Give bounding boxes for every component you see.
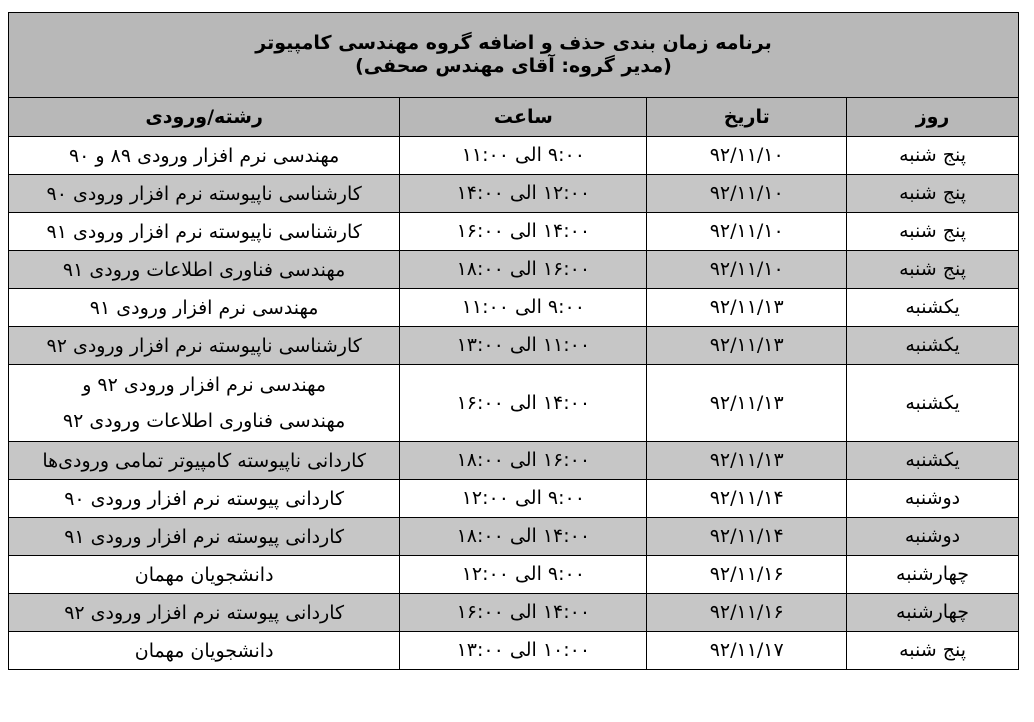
cell-time: ۱۴:۰۰ الی ۱۶:۰۰ — [400, 594, 647, 632]
cell-date: ۹۲/۱۱/۱۰ — [647, 175, 847, 213]
cell-field — [9, 518, 400, 556]
field-line: مهندسی نرم افزار ورودی ۸۹ و ۹۰ — [68, 144, 340, 167]
cell-field — [9, 480, 400, 518]
cell-time: ۱۰:۰۰ الی ۱۳:۰۰ — [400, 632, 647, 670]
cell-time: ۱۲:۰۰ الی ۱۴:۰۰ — [400, 175, 647, 213]
table-body — [9, 137, 1019, 670]
table-row — [9, 137, 1019, 175]
field-line: کارشناسی ناپیوسته نرم افزار ورودی ۹۱ — [46, 220, 362, 243]
cell-field — [9, 594, 400, 632]
title-line-1: برنامه زمان بندی حذف و اضافه گروه مهندسی کامپیوتر — [255, 32, 772, 55]
header-row — [9, 98, 1019, 137]
table-row — [9, 442, 1019, 480]
cell-date: ۹۲/۱۱/۱۶ — [647, 594, 847, 632]
table-row — [9, 251, 1019, 289]
field-line: مهندسی فناوری اطلاعات ورودی ۹۱ — [62, 258, 346, 281]
cell-time: ۱۴:۰۰ الی ۱۸:۰۰ — [400, 518, 647, 556]
field-line: دانشجویان مهمان — [134, 563, 274, 586]
cell-time: ۹:۰۰ الی ۱۲:۰۰ — [400, 480, 647, 518]
cell-day: پنج شنبه — [847, 632, 1019, 670]
field-line: کاردانی پیوسته نرم افزار ورودی ۹۰ — [64, 487, 345, 510]
cell-field — [9, 556, 400, 594]
cell-date: ۹۲/۱۱/۱۳ — [647, 442, 847, 480]
cell-day: دوشنبه — [847, 518, 1019, 556]
cell-day: دوشنبه — [847, 480, 1019, 518]
table-row — [9, 175, 1019, 213]
cell-day: یکشنبه — [847, 327, 1019, 365]
cell-date: ۹۲/۱۱/۱۰ — [647, 213, 847, 251]
cell-date: ۹۲/۱۱/۱۰ — [647, 251, 847, 289]
table-row — [9, 518, 1019, 556]
cell-date: ۹۲/۱۱/۱۴ — [647, 518, 847, 556]
cell-field — [9, 442, 400, 480]
cell-time: ۹:۰۰ الی ۱۲:۰۰ — [400, 556, 647, 594]
cell-field — [9, 137, 400, 175]
table-row — [9, 632, 1019, 670]
field-line: مهندسی نرم افزار ورودی ۹۱ — [89, 296, 319, 319]
cell-time: ۱۶:۰۰ الی ۱۸:۰۰ — [400, 251, 647, 289]
cell-date: ۹۲/۱۱/۱۰ — [647, 137, 847, 175]
cell-day: یکشنبه — [847, 442, 1019, 480]
cell-day: چهارشنبه — [847, 556, 1019, 594]
cell-date: ۹۲/۱۱/۱۷ — [647, 632, 847, 670]
field-line: کارشناسی ناپیوسته نرم افزار ورودی ۹۲ — [46, 334, 362, 357]
cell-day: یکشنبه — [847, 365, 1019, 442]
header-day: روز — [847, 98, 1019, 137]
table-row — [9, 594, 1019, 632]
cell-day: پنج شنبه — [847, 213, 1019, 251]
field-line: مهندسی نرم افزار ورودی ۹۲ و — [82, 374, 327, 396]
cell-date: ۹۲/۱۱/۱۴ — [647, 480, 847, 518]
field-line: کاردانی ناپیوسته کامپیوتر تمامی ورودی‌ها — [42, 449, 366, 472]
cell-field — [9, 327, 400, 365]
cell-field — [9, 365, 400, 442]
cell-date: ۹۲/۱۱/۱۳ — [647, 365, 847, 442]
table-row — [9, 289, 1019, 327]
title-row — [9, 13, 1019, 98]
cell-field — [9, 289, 400, 327]
table-title — [9, 13, 1019, 98]
cell-day: یکشنبه — [847, 289, 1019, 327]
table-row — [9, 327, 1019, 365]
cell-time: ۹:۰۰ الی ۱۱:۰۰ — [400, 137, 647, 175]
cell-day: چهارشنبه — [847, 594, 1019, 632]
cell-field — [9, 175, 400, 213]
cell-field — [9, 251, 400, 289]
field-line: دانشجویان مهمان — [134, 639, 274, 662]
table-row — [9, 213, 1019, 251]
header-field: رشته/ورودی — [9, 98, 400, 137]
field-line: کاردانی پیوسته نرم افزار ورودی ۹۲ — [64, 601, 345, 624]
cell-day: پنج شنبه — [847, 137, 1019, 175]
cell-field — [9, 632, 400, 670]
table-row — [9, 480, 1019, 518]
field-line: کارشناسی ناپیوسته نرم افزار ورودی ۹۰ — [46, 182, 362, 205]
cell-date: ۹۲/۱۱/۱۳ — [647, 327, 847, 365]
cell-day: پنج شنبه — [847, 175, 1019, 213]
header-time: ساعت — [400, 98, 647, 137]
cell-field — [9, 213, 400, 251]
cell-time: ۱۴:۰۰ الی ۱۶:۰۰ — [400, 213, 647, 251]
cell-day: پنج شنبه — [847, 251, 1019, 289]
table-row — [9, 556, 1019, 594]
title-line-2: (مدیر گروه: آقای مهندس صحفی) — [355, 55, 672, 77]
cell-time: ۱۴:۰۰ الی ۱۶:۰۰ — [400, 365, 647, 442]
cell-time: ۹:۰۰ الی ۱۱:۰۰ — [400, 289, 647, 327]
field-line: مهندسی فناوری اطلاعات ورودی ۹۲ — [62, 410, 346, 432]
schedule-table — [8, 12, 1019, 670]
field-line: کاردانی پیوسته نرم افزار ورودی ۹۱ — [64, 525, 345, 548]
table-row — [9, 365, 1019, 442]
cell-time: ۱۶:۰۰ الی ۱۸:۰۰ — [400, 442, 647, 480]
cell-time: ۱۱:۰۰ الی ۱۳:۰۰ — [400, 327, 647, 365]
header-date: تاریخ — [647, 98, 847, 137]
cell-date: ۹۲/۱۱/۱۶ — [647, 556, 847, 594]
cell-date: ۹۲/۱۱/۱۳ — [647, 289, 847, 327]
